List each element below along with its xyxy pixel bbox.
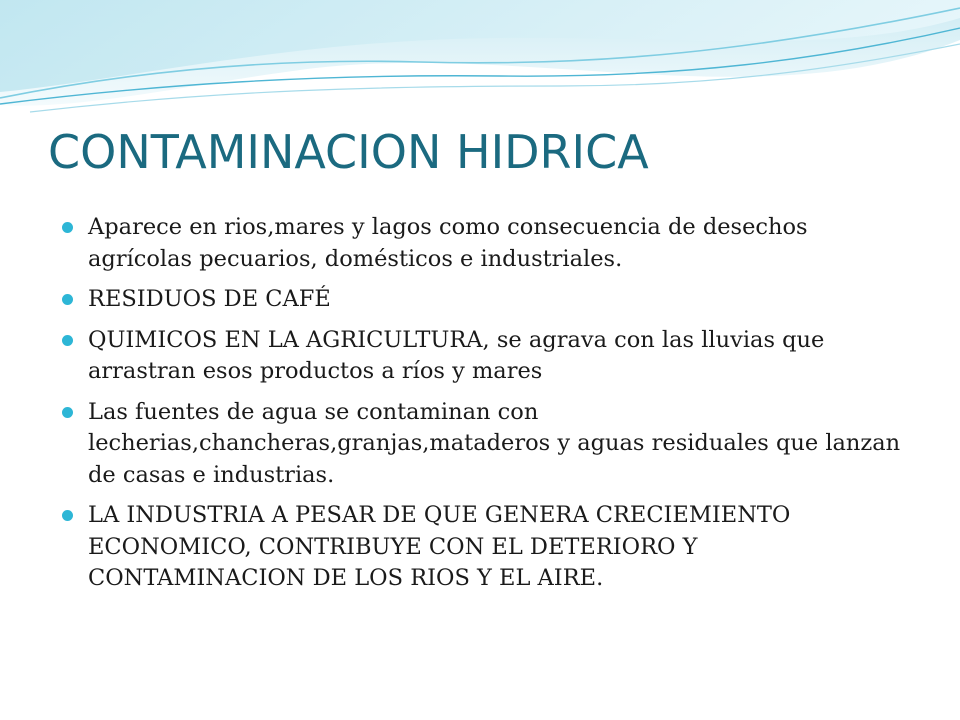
bullet-dot-icon xyxy=(62,222,73,233)
slide-title: CONTAMINACION HIDRICA xyxy=(48,125,649,179)
bullet-dot-icon xyxy=(62,510,73,521)
bullet-item xyxy=(62,500,902,595)
bullet-text: QUIMICOS EN LA AGRICULTURA, se agrava con las lluvias que arrastran esos productos a ríos y mares xyxy=(88,326,825,384)
bullet-list xyxy=(62,212,902,604)
bullet-text: RESIDUOS DE CAFÉ xyxy=(88,286,331,312)
bullet-text: Las fuentes de agua se contaminan con lecherias,chancheras,granjas,mataderos y aguas residuales que lanzan de casas e industrias. xyxy=(88,398,901,488)
bullet-item xyxy=(62,284,902,316)
bullet-text: Aparece en rios,mares y lagos como consecuencia de desechos agrícolas pecuarios, domésticos e industriales. xyxy=(88,214,808,272)
bullet-text: LA INDUSTRIA A PESAR DE QUE GENERA CRECIEMIENTO ECONOMICO, CONTRIBUYE CON EL DETERIORO Y CONTAMINACION DE LOS RIOS Y EL AIRE. xyxy=(88,502,791,591)
bullet-dot-icon xyxy=(62,335,73,346)
bullet-item xyxy=(62,212,902,275)
bullet-item xyxy=(62,325,902,388)
bullet-dot-icon xyxy=(62,294,73,305)
bullet-dot-icon xyxy=(62,407,73,418)
bullet-item xyxy=(62,397,902,492)
